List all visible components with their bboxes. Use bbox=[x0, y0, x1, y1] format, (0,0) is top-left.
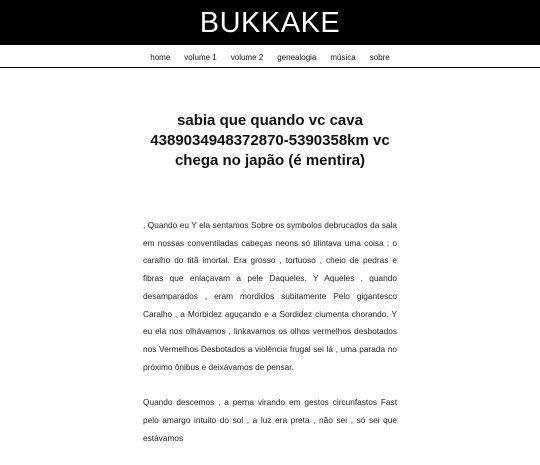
nav-item-volume-1[interactable]: volume 1 bbox=[184, 52, 217, 62]
site-header bbox=[0, 0, 540, 45]
site-title[interactable]: BUKKAKE bbox=[199, 6, 341, 39]
main-nav bbox=[0, 45, 540, 68]
post-paragraph: Quando descemos , a perna virando em gestos circunfastos Fast pelo amargo intuito do sol , a luz era preta , não sei , só sei que estávamos bbox=[143, 397, 397, 443]
nav-item-sobre[interactable]: sobre bbox=[369, 52, 390, 62]
post-body bbox=[143, 217, 397, 465]
nav-item-genealogia[interactable]: genealogia bbox=[277, 52, 317, 62]
nav-item-volume-2[interactable]: volume 2 bbox=[230, 52, 264, 62]
nav-item-musica[interactable]: música bbox=[330, 52, 356, 62]
post-title: sabia que quando vc cava 4389034948372870-5390358km vc chega no japão (é mentira) bbox=[150, 112, 390, 169]
post-paragraph: , Quando eu Y ela sentamos Sobre os symbolos debrucados da sala em nossas conventiladas cabeças neons só tilintava uma coisa : o caralho do titã imortal. Era grosso , tortuoso , cheio de pedras e fibras que enlaçavam a pele Daqueles. Y Aqueles , quando desamparados , eram mordidos subitamente Pelo gigantesco Caralho , a Morbidez aguçando e a Sordidez ciumenta chorando. Y eu ela nos olhávamos , linkavamos os olhos vermelhos desbotados nos Vermelhos Desbotados a violência frugal sei lá , uma parada no próximo ônibus e deixávamos de pensar. bbox=[143, 220, 397, 372]
nav-item-home[interactable]: home bbox=[150, 52, 171, 62]
